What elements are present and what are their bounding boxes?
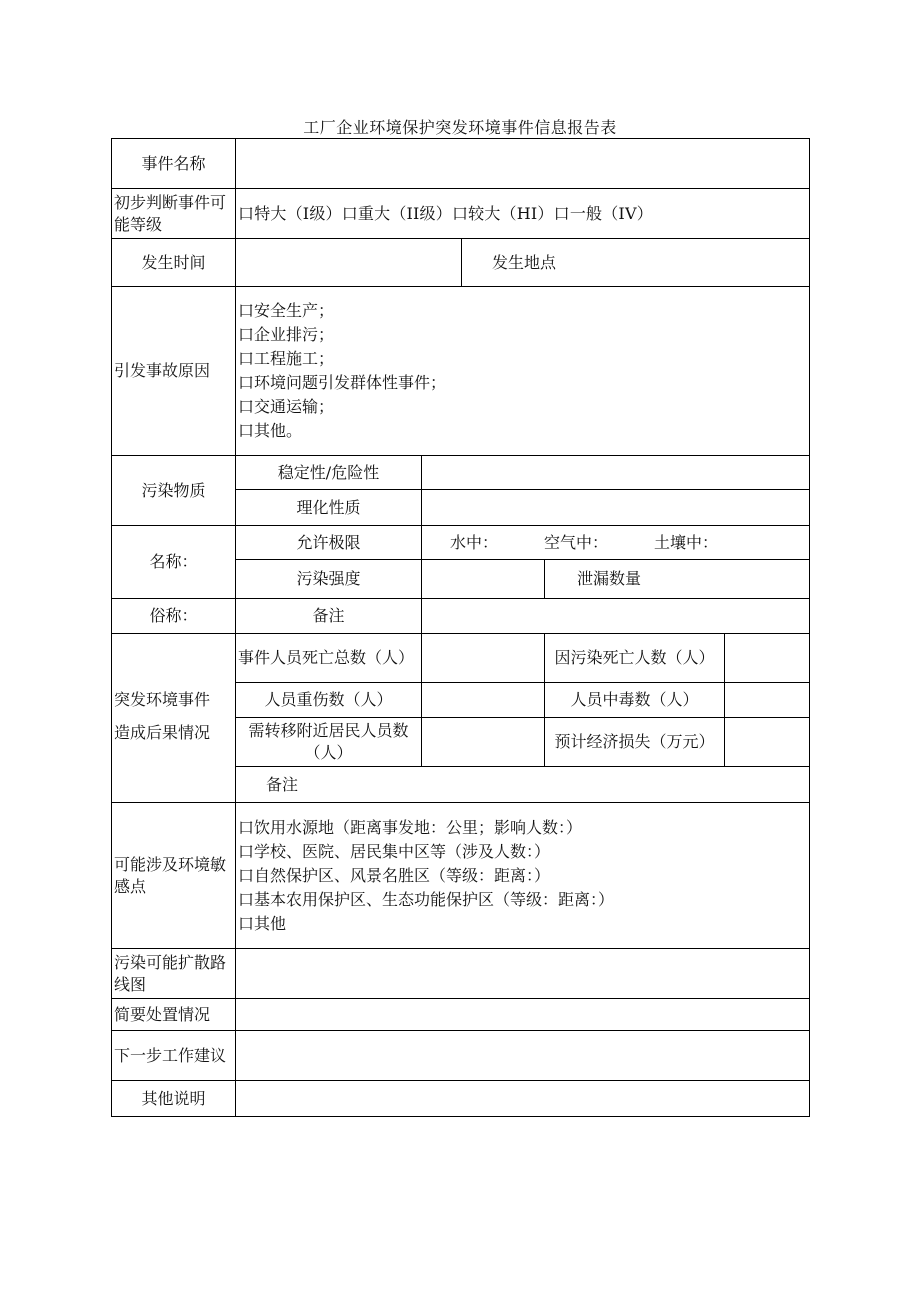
incident-report-table [111,138,810,1117]
grade-options[interactable]: 口特大（I级）口重大（II级）口较大（HI）口一般（IV） [236,189,810,239]
cause-option[interactable]: 口环境问题引发群体性事件； [238,373,447,392]
consequence-label-2: 造成后果情况 [112,718,236,803]
intensity-label: 污染强度 [236,560,422,599]
note-field[interactable] [422,599,810,634]
relocate-label: 需转移附近居民人员数（人） [236,718,422,767]
pollution-deaths-label: 因污染死亡人数（人） [545,634,725,683]
event-name-label: 事件名称 [112,139,236,189]
consequence-label-top [112,634,236,683]
injured-label: 人员重伤数（人） [236,683,422,718]
loss-label: 预计经济损失（万元） [545,718,725,767]
sensitive-option[interactable]: 口饮用水源地（距离事发地：公里；影响人数：） [238,817,583,837]
deaths-field[interactable] [422,634,545,683]
other-field[interactable] [236,1081,810,1117]
relocate-field[interactable] [422,718,545,767]
event-name-field[interactable] [236,139,810,189]
cause-option[interactable]: 口工程施工； [238,349,335,368]
time-label: 发生时间 [112,239,236,287]
stability-field[interactable] [422,456,810,490]
sensitive-option[interactable]: 口学校、医院、居民集中区等（涉及人数：） [238,841,551,861]
physchem-field[interactable] [422,490,810,526]
common-name-label: 俗称： [112,599,236,634]
limit-label: 允许极限 [236,526,422,560]
cause-options[interactable] [236,287,810,456]
route-label: 污染可能扩散路线图 [112,949,236,999]
sensitive-label: 可能涉及环境敏感点 [112,803,236,949]
limit-values[interactable] [422,526,810,560]
pollutant-label: 污染物质 [112,456,236,526]
poisoned-field[interactable] [725,683,810,718]
cause-option[interactable]: 口企业排污； [238,325,335,344]
leak-label: 泄漏数量 [545,560,810,599]
next-step-field[interactable] [236,1031,810,1081]
disposal-field[interactable] [236,999,810,1031]
cause-option[interactable]: 口安全生产； [238,301,335,320]
next-step-label: 下一步工作建议 [112,1031,236,1081]
route-field[interactable] [236,949,810,999]
injured-field[interactable] [422,683,545,718]
consequence-label-1: 突发环境事件 [112,683,236,718]
sensitive-options[interactable] [236,803,810,949]
cause-option[interactable]: 口其他。 [238,421,303,440]
form-title: 工厂企业环境保护突发环境事件信息报告表 [303,118,617,137]
disposal-label: 简要处置情况 [112,999,236,1031]
note-label: 备注 [236,599,422,634]
time-field[interactable] [236,239,462,287]
sensitive-option[interactable]: 口基本农用保护区、生态功能保护区（等级：距离：） [238,889,615,909]
grade-label: 初步判断事件可能等级 [112,189,236,239]
sensitive-option[interactable]: 口其他 [238,913,287,933]
limit-air: 空气中： [544,532,609,552]
physchem-label: 理化性质 [236,490,422,526]
limit-water: 水中： [450,532,499,552]
poisoned-label: 人员中毒数（人） [545,683,725,718]
sensitive-option[interactable]: 口自然保护区、风景名胜区（等级：距离：） [238,865,551,885]
cause-option[interactable]: 口交通运输； [238,397,335,416]
deaths-label: 事件人员死亡总数（人） [236,634,422,683]
name-label: 名称： [112,526,236,599]
limit-soil: 土壤中： [654,532,719,552]
pollution-deaths-field[interactable] [725,634,810,683]
loss-field[interactable] [725,718,810,767]
cause-label: 引发事故原因 [112,287,236,456]
place-label: 发生地点 [462,239,810,287]
consequence-note[interactable]: 备注 [236,767,810,803]
intensity-field[interactable] [422,560,545,599]
stability-label: 稳定性/危险性 [236,456,422,490]
other-label: 其他说明 [112,1081,236,1117]
